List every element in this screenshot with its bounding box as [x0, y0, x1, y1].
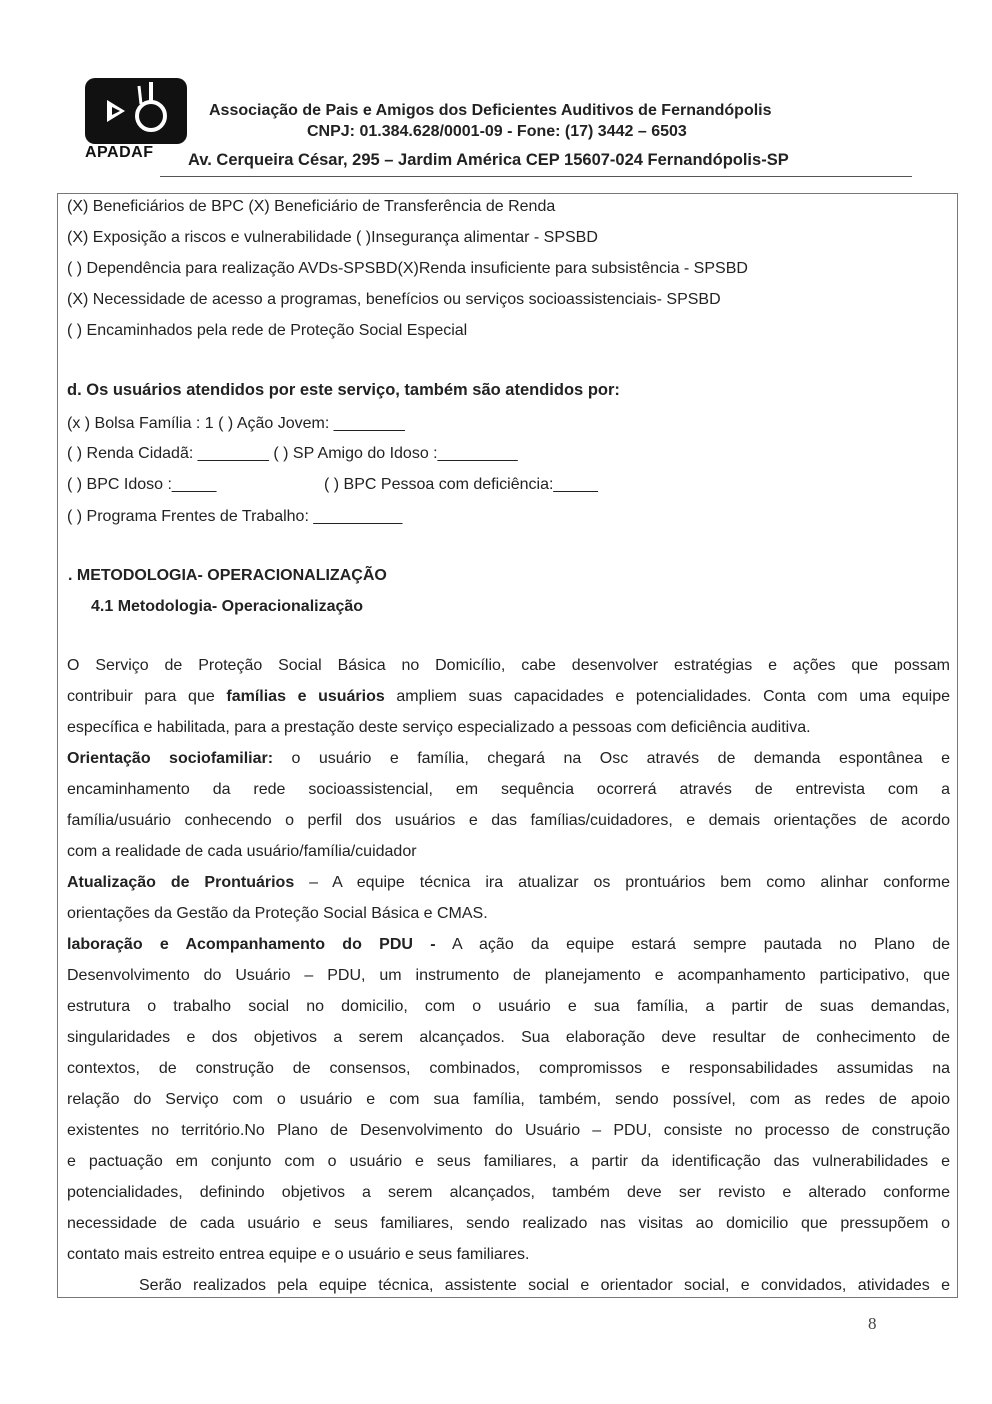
section-d-line: ( ) Renda Cidadã: ________ ( ) SP Amigo do Idoso :_________: [67, 445, 518, 462]
paragraph-label: laboração e Acompanhamento do PDU -: [67, 936, 436, 953]
body-line: contato mais estreito entrea equipe e o usuário e seus familiares.: [67, 1246, 530, 1263]
body-line: [67, 687, 950, 707]
checklist-item: (X) Beneficiários de BPC (X) Beneficiário de Transferência de Renda: [67, 198, 556, 215]
body-line: família/usuário conhecendo o perfil dos usuários e das famílias/cuidadores, e demais orientações de acordo: [67, 812, 950, 829]
checklist-item: (X) Necessidade de acesso a programas, benefícios ou serviços socioassistenciais- SPSBD: [67, 291, 721, 308]
header-divider: [160, 176, 912, 177]
body-line: existentes no território.No Plano de Desenvolvimento do Usuário – PDU, consiste no processo de construção: [67, 1122, 950, 1139]
body-text: contribuir para que: [67, 688, 215, 705]
checklist-item: (X) Exposição a riscos e vulnerabilidade ( )Insegurança alimentar - SPSBD: [67, 229, 598, 246]
body-text: o usuário e família, chegará na Osc através de demanda espontânea e: [291, 750, 950, 767]
checklist-item: ( ) Encaminhados pela rede de Proteção Social Especial: [67, 322, 468, 339]
apadaf-logo: [85, 78, 187, 160]
section-d-line: ( ) Programa Frentes de Trabalho: __________: [67, 508, 403, 525]
org-name: Associação de Pais e Amigos dos Deficientes Auditivos de Fernandópolis: [209, 102, 772, 119]
body-line: orientações da Gestão da Proteção Social Básica e CMAS.: [67, 905, 488, 922]
body-line: [67, 749, 950, 769]
org-cnpj-phone: CNPJ: 01.384.628/0001-09 - Fone: (17) 3442 – 6503: [307, 123, 687, 140]
body-line: e pactuação em conjunto com o usuário e seus familiares, a partir da identificação das vulnerabilidades e: [67, 1153, 950, 1170]
paragraph-label: Atualização de Prontuários: [67, 874, 295, 891]
body-text: A ação da equipe estará sempre pautada no Plano de: [451, 936, 951, 953]
body-line: necessidade de cada usuário e seus familiares, sendo realizado nas visitas ao domicilio que pressupõem o: [67, 1215, 950, 1232]
apadaf-logo-mark-icon: [85, 78, 187, 144]
section-d-title: d. Os usuários atendidos por este serviço, também são atendidos por:: [67, 381, 620, 399]
checklist-item: ( ) Dependência para realização AVDs-SPSBD(X)Renda insuficiente para subsistência - SPSBD: [67, 260, 748, 277]
body-line: [67, 935, 950, 955]
body-line: com a realidade de cada usuário/família/cuidador: [67, 843, 417, 860]
body-text: ampliem suas capacidades e potencialidades. Conta com uma equipe: [396, 688, 951, 705]
body-line: potencialidades, definindo objetivos a serem alcançados, também deve ser revisto e alterado conforme: [67, 1184, 950, 1201]
body-line: Serão realizados pela equipe técnica, assistente social e orientador social, e convidados, atividades e: [139, 1277, 950, 1294]
body-line: O Serviço de Proteção Social Básica no Domicílio, cabe desenvolver estratégias e ações que possam: [67, 657, 950, 674]
body-text: – A equipe técnica ira atualizar os prontuários bem como alinhar conforme: [309, 874, 950, 891]
body-line: encaminhamento da rede socioassistencial, em sequência ocorrerá através de entrevista com a: [67, 781, 950, 798]
page-number: 8: [868, 1314, 877, 1333]
body-emphasis: famílias e usuários: [226, 688, 385, 705]
body-line: contextos, de construção de consensos, combinados, compromissos e responsabilidades assumidas na: [67, 1060, 950, 1077]
logo-text: APADAF: [85, 144, 154, 161]
body-line: singularidades e dos objetivos a serem alcançados. Sua elaboração deve resultar de conhecimento de: [67, 1029, 950, 1046]
body-line: específica e habilitada, para a prestação deste serviço especializado a pessoas com deficiência auditiva.: [67, 719, 811, 736]
section-4-title: . METODOLOGIA- OPERACIONALIZAÇÃO: [68, 567, 387, 584]
paragraph-label: Orientação sociofamiliar:: [67, 750, 274, 767]
body-line: [67, 873, 950, 893]
section-d-line: ( ) BPC Idoso :_____: [67, 476, 217, 493]
org-address: Av. Cerqueira César, 295 – Jardim América CEP 15607-024 Fernandópolis-SP: [188, 151, 789, 169]
body-line: estrutura o trabalho social no domicilio, com o usuário e sua família, a partir de suas demandas,: [67, 998, 950, 1015]
body-line: relação do Serviço com o usuário e com sua família, também, sendo possível, com as redes de apoio: [67, 1091, 950, 1108]
section-d-line: (x ) Bolsa Família : 1 ( ) Ação Jovem: ________: [67, 415, 405, 432]
section-4-subtitle: 4.1 Metodologia- Operacionalização: [91, 598, 364, 615]
section-d-line: ( ) BPC Pessoa com deficiência:_____: [324, 476, 598, 493]
body-line: Desenvolvimento do Usuário – PDU, um instrumento de planejamento e acompanhamento participativo, que: [67, 967, 950, 984]
